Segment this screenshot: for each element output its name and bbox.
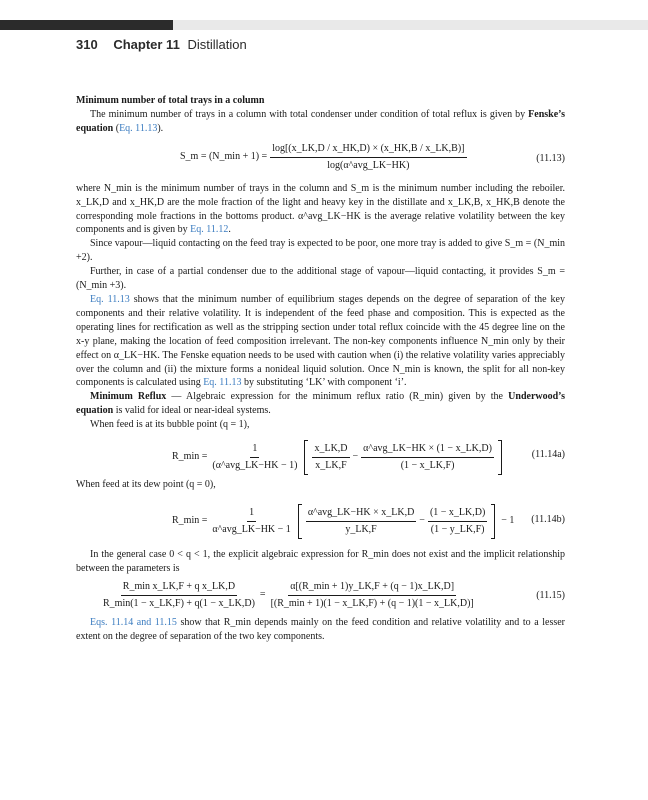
eq1115-left bbox=[101, 580, 257, 611]
paragraph-partial-condenser: Further, in case of a partial condenser due to the additional stage of vapour—liquid contacting, it provides S_m = (N_min +3). bbox=[76, 266, 565, 292]
eq1114b-minus: − bbox=[419, 515, 425, 527]
eq-link-11-14-15[interactable]: Eqs. 11.14 and 11.15 bbox=[90, 616, 177, 628]
p6-bold: Minimum Reflux bbox=[90, 391, 167, 403]
paragraph-where bbox=[76, 182, 565, 238]
eq1113-lhs: S_m = (N_min + 1) = bbox=[180, 151, 268, 163]
p2-after: . bbox=[228, 224, 231, 236]
eq1114b-coefficient bbox=[210, 506, 292, 537]
eq1114b-coef-den: α^avg_LK−HK − 1 bbox=[212, 523, 291, 535]
page-number: 310 bbox=[76, 37, 98, 52]
paragraph-discussion bbox=[76, 293, 565, 390]
eq1114a-t2-den: (1 − x_LK,F) bbox=[400, 459, 455, 471]
eq1114b-t2-den: (1 − y_LK,F) bbox=[430, 523, 485, 535]
eq-link-11-13c[interactable]: Eq. 11.13 bbox=[203, 377, 242, 389]
eq-link-11-13[interactable]: Eq. 11.13 bbox=[119, 122, 158, 134]
eq1115-right-den: [(R_min + 1)(1 − x_LK,F) + (q − 1)(1 − x_LK,D)] bbox=[270, 597, 474, 609]
eq1114b-term1 bbox=[306, 506, 416, 537]
p6-text: — Algebraic expression for the minimum reflux ratio (R_min) given by the bbox=[166, 391, 509, 403]
eq-link-11-13b[interactable]: Eq. 11.13 bbox=[90, 293, 130, 305]
eq1114a-number: (11.14a) bbox=[531, 449, 565, 461]
p6-after: is valid for ideal or near-ideal systems. bbox=[113, 405, 271, 417]
header-bar-light-segment bbox=[173, 20, 648, 30]
eq1113-denominator: log(α^avg_LK−HK) bbox=[327, 159, 410, 171]
eq1114b-tail: − 1 bbox=[501, 515, 515, 527]
p1-text: The minimum number of trays in a column with total condenser under condition of total reflux is given by bbox=[90, 108, 529, 120]
eq1114a-coef-num: 1 bbox=[250, 442, 259, 458]
running-head bbox=[76, 37, 247, 52]
eq1115-right bbox=[269, 580, 476, 611]
eq1114a-bracket bbox=[304, 440, 501, 475]
header-bar-dark-segment bbox=[0, 20, 173, 30]
chapter-label: Chapter 11 bbox=[113, 37, 180, 52]
eq1115-left-num: R_min x_LK,F + q x_LK,D bbox=[121, 580, 237, 596]
header-bar bbox=[0, 20, 648, 30]
eq1114b-bracket bbox=[298, 504, 495, 539]
paragraph-feed-tray: Since vapour—liquid contacting on the feed tray is expected to be poor, one more tray is added to give S_m = (N_min +2). bbox=[76, 238, 565, 264]
equation-11-13 bbox=[76, 136, 565, 182]
equation-11-15 bbox=[76, 576, 565, 616]
eq1114a-t2-num: α^avg_LK−HK × (1 − x_LK,D) bbox=[361, 442, 494, 458]
equation-11-14b bbox=[76, 492, 565, 548]
eq1115-right-num: α[(R_min + 1)y_LK,F + (q − 1)x_LK,D] bbox=[288, 580, 456, 596]
paragraph-general-case: In the general case 0 < q < 1, the explicit algebraic expression for R_min does not exist and the implicit relationship between the parameters is bbox=[76, 548, 565, 574]
p5-after: by substituting ‘LK’ with component ‘i’. bbox=[241, 377, 407, 389]
eq1114a-t1-num: x_LK,D bbox=[312, 442, 349, 458]
eq1114a-coefficient bbox=[210, 442, 299, 473]
eq1115-number: (11.15) bbox=[536, 589, 565, 601]
eq1114b-lhs: R_min = bbox=[172, 515, 208, 527]
eq1113-fraction bbox=[270, 142, 466, 173]
eq1114a-t1-den: x_LK,F bbox=[315, 459, 347, 471]
eq1114b-t2-num: (1 − x_LK,D) bbox=[428, 506, 487, 522]
eq1114b-coef-num: 1 bbox=[247, 506, 256, 522]
eq1114a-lhs: R_min = bbox=[172, 451, 208, 463]
p2-text: where N_min is the minimum number of trays in the column and S_m is the minimum number including the reboiler. x_LK,D and x_HK,D are the mole fraction of the light and heavy key in the distillate and x_LK,B, x_HK,B denote the corresponding mole fractions in the bottoms product. α^avg_LK−HK is the average relative volatility between the key components and is given by bbox=[76, 182, 565, 236]
paragraph-minimum-reflux bbox=[76, 390, 565, 418]
eq1114a-term1 bbox=[312, 442, 349, 473]
eq1114b-number: (11.14b) bbox=[531, 513, 565, 525]
eq1115-equals: = bbox=[259, 589, 266, 601]
paragraph-dew-point: When feed at its dew point (q = 0), bbox=[76, 479, 216, 491]
p5-text: shows that the minimum number of equilibrium stages depends on the degree of separation of the key components and their relative volatility. It is independent of the feed phase and composition. This is expected as the operating lines for rectification as well as the stripping section under total reflux coincide with the 45 degree line on the x-y plane, making the location of feed composition irrelevant. The non-key components influence N_min only by their effect on α_LK−HK. The Fenske equation needs to be used with caution when (i) the relative volatility varies appreciably over the column and (ii) the mixture forms a nonideal liquid solution. Once N_min is known, the split for all non-key components is calculated using bbox=[76, 293, 565, 389]
eq1115-left-den: R_min(1 − x_LK,F) + q(1 − x_LK,D) bbox=[103, 597, 255, 609]
eq1114a-term2 bbox=[361, 442, 494, 473]
eq1114a-minus: − bbox=[352, 451, 359, 463]
p10-text: show that R_min depends mainly on the feed condition and relative volatility and to a lesser extent on the degree of separation of the two key components. bbox=[76, 616, 565, 642]
eq1114b-t1-den: y_LK,F bbox=[345, 523, 377, 535]
p1-bold: Fenske’s equation bbox=[76, 108, 565, 134]
section-heading: Minimum number of total trays in a column bbox=[76, 95, 265, 106]
eq1113-number: (11.13) bbox=[536, 152, 565, 164]
p6-bold2: Underwood’s equation bbox=[76, 391, 566, 417]
paragraph-fenske-intro: The minimum number of trays in a column with total condenser under condition of total reflux is given by Fenske’s equation (Eq. 11.13). bbox=[76, 108, 565, 134]
eq1114b-term2 bbox=[428, 506, 487, 537]
paragraph-conclusion bbox=[76, 616, 565, 644]
eq1114a-coef-den: (α^avg_LK−HK − 1) bbox=[212, 459, 298, 471]
eq1113-numerator: log[(x_LK,D / x_HK,D) × (x_HK,B / x_LK,B)] bbox=[270, 142, 466, 158]
chapter-title: Distillation bbox=[187, 37, 247, 52]
eq1114b-t1-num: α^avg_LK−HK × x_LK,D bbox=[306, 506, 416, 522]
paragraph-bubble-point: When feed is at its bubble point (q = 1), bbox=[90, 419, 250, 431]
p1-after: . bbox=[160, 122, 164, 134]
eq-link-11-12[interactable]: Eq. 11.12 bbox=[190, 224, 229, 236]
equation-11-14a bbox=[76, 432, 565, 478]
page-content bbox=[76, 94, 565, 644]
